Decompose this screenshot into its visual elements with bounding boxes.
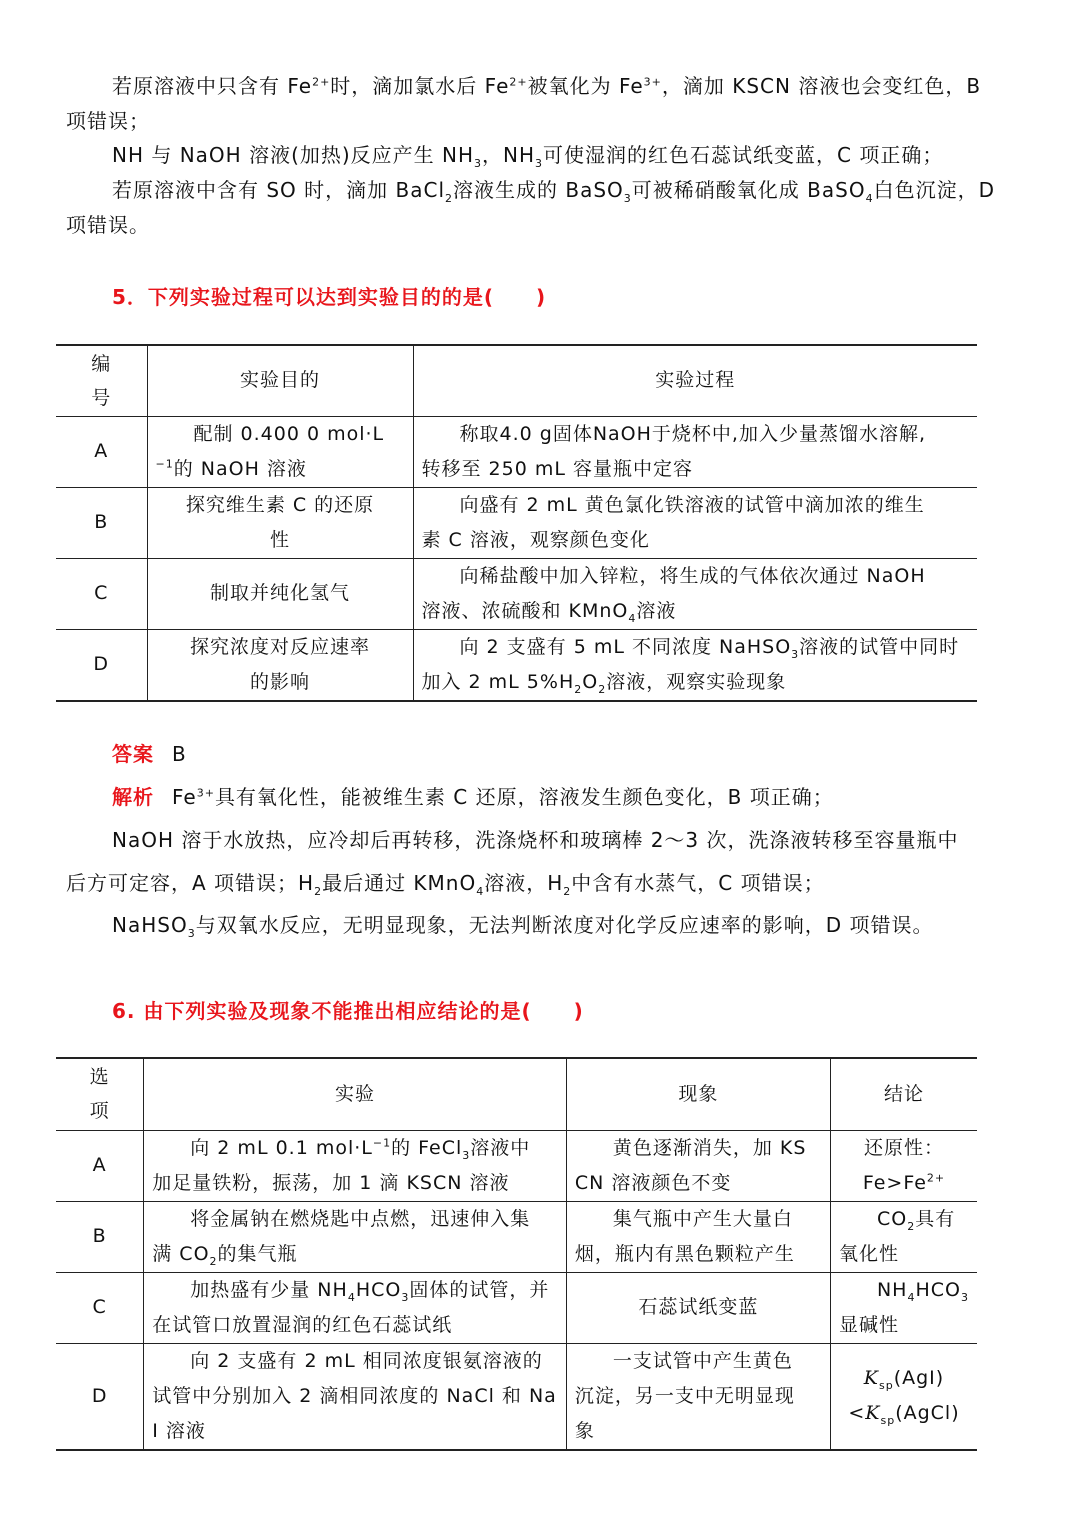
row-id: C [56, 558, 147, 629]
header-goal: 实验目的 [147, 345, 413, 416]
row-phenomenon: 黄色逐渐消失，加 KS CN 溶液颜色不变 [566, 1130, 830, 1201]
question-6-table [56, 1057, 977, 1451]
row-phenomenon: 一支试管中产生黄色 沉淀，另一支中无明显现 象 [566, 1343, 830, 1450]
row-experiment: 加热盛有少量 $NH_4HCO_3$固体的试管，并 在试管口放置湿润的红色石蕊试纸 [144, 1272, 567, 1343]
answer-line [112, 740, 187, 768]
row-goal: 制取并纯化氢气 [147, 558, 413, 629]
analysis-line-2: NaOH 溶于水放热，应冷却后再转移，洗涤烧杯和玻璃棒 2～3 次，洗涤液转移至容量瓶中 [112, 828, 959, 852]
analysis-label: 解析 [112, 785, 154, 809]
table-row [56, 487, 977, 558]
row-experiment: 向 2 mL 0.1 $mol\cdot L^{-1}$的 FeCl$_3$溶液中 加足量铁粉，振荡，加 1 滴 KSCN 溶液 [144, 1130, 567, 1201]
question-5-title: 5．下列实验过程可以达到实验目的的是( ) [112, 285, 547, 309]
row-goal: 探究浓度对反应速率 的影响 [147, 629, 413, 701]
row-id: B [56, 487, 147, 558]
row-goal: 配制 0.400 0 mol·L $^{-1}$的 NaOH 溶液 [147, 416, 413, 487]
row-id: C [56, 1272, 144, 1343]
row-process: 向 2 支盛有 5 mL 不同浓度 NaHSO$_3$溶液的试管中同时 加入 2 mL $5\%H_2O_2$溶液，观察实验现象 [413, 629, 977, 701]
row-conclusion: 还原性： $Fe>Fe^{2+}$ [830, 1130, 977, 1201]
answer-value: B [172, 742, 187, 766]
intro-line-1: 若原溶液中只含有 $Fe^{2+}$时，滴加氯水后 $Fe^{2+}$被氧化为 $Fe^{3+}$，滴加 KSCN 溶液也会变红色，B [112, 74, 982, 98]
row-phenomenon: 集气瓶中产生大量白 烟，瓶内有黑色颗粒产生 [566, 1201, 830, 1272]
row-process: 称取4.0 g固体NaOH于烧杯中,加入少量蒸馏水溶解, 转移至 250 mL 容量瓶中定容 [413, 416, 977, 487]
header-option: 选 项 [56, 1058, 144, 1130]
row-id: B [56, 1201, 144, 1272]
question-6-title: 6. 由下列实验及现象不能推出相应结论的是( ) [112, 999, 584, 1023]
intro-line-4: 若原溶液中含有 SO 时，滴加 BaCl$_2$溶液生成的 BaSO$_3$可被稀硝酸氧化成 BaSO$_4$白色沉淀，D [112, 178, 995, 205]
header-process: 实验过程 [413, 345, 977, 416]
intro-line-2: 项错误； [66, 109, 150, 133]
row-id: A [56, 1130, 144, 1201]
intro-line-3: NH 与 NaOH 溶液(加热)反应产生 $NH_3$，$NH_3$可使湿润的红色石蕊试纸变蓝，C 项正确； [112, 143, 944, 170]
row-conclusion: $K_{sp}(AgI)$ $<K_{sp}(AgCl)$ [830, 1343, 977, 1450]
table-row [56, 1130, 977, 1201]
row-conclusion: $CO_2$具有 氧化性 [830, 1201, 977, 1272]
table-row [56, 1272, 977, 1343]
row-id: D [56, 1343, 144, 1450]
table-header-row [56, 1058, 977, 1130]
table-header-row [56, 345, 977, 416]
analysis-line-1: 解析 $Fe^{3+}$具有氧化性，能被维生素 C 还原，溶液发生颜色变化，B 项正确； [112, 785, 834, 809]
row-id: D [56, 629, 147, 701]
header-conclusion: 结论 [830, 1058, 977, 1130]
row-goal: 探究维生素 C 的还原 性 [147, 487, 413, 558]
analysis-line-3: 后方可定容，A 项错误；$H_2$最后通过 KMnO$_4$溶液，$H_2$中含有水蒸气，C 项错误； [66, 871, 825, 898]
analysis-line-4: NaHSO$_3$与双氧水反应，无明显现象，无法判断浓度对化学反应速率的影响，D 项错误。 [112, 913, 934, 940]
intro-line-5: 项错误。 [66, 213, 150, 237]
row-experiment: 向 2 支盛有 2 mL 相同浓度银氨溶液的 试管中分别加入 2 滴相同浓度的 NaCl 和 Na I 溶液 [144, 1343, 567, 1450]
table-row [56, 416, 977, 487]
answer-label: 答案 [112, 742, 154, 766]
row-process: 向稀盐酸中加入锌粒，将生成的气体依次通过 NaOH 溶液、浓硫酸和 KMnO$_4$溶液 [413, 558, 977, 629]
row-id: A [56, 416, 147, 487]
table-row [56, 1343, 977, 1450]
question-5-table [56, 344, 977, 702]
table-row [56, 558, 977, 629]
row-process: 向盛有 2 mL 黄色氯化铁溶液的试管中滴加浓的维生 素 C 溶液，观察颜色变化 [413, 487, 977, 558]
header-phenomenon: 现象 [566, 1058, 830, 1130]
row-phenomenon: 石蕊试纸变蓝 [566, 1272, 830, 1343]
table-row [56, 1201, 977, 1272]
row-conclusion: $NH_4HCO_3$ 显碱性 [830, 1272, 977, 1343]
header-number: 编 号 [56, 345, 147, 416]
row-experiment: 将金属钠在燃烧匙中点燃，迅速伸入集 满 $CO_2$的集气瓶 [144, 1201, 567, 1272]
header-experiment: 实验 [144, 1058, 567, 1130]
table-row [56, 629, 977, 701]
